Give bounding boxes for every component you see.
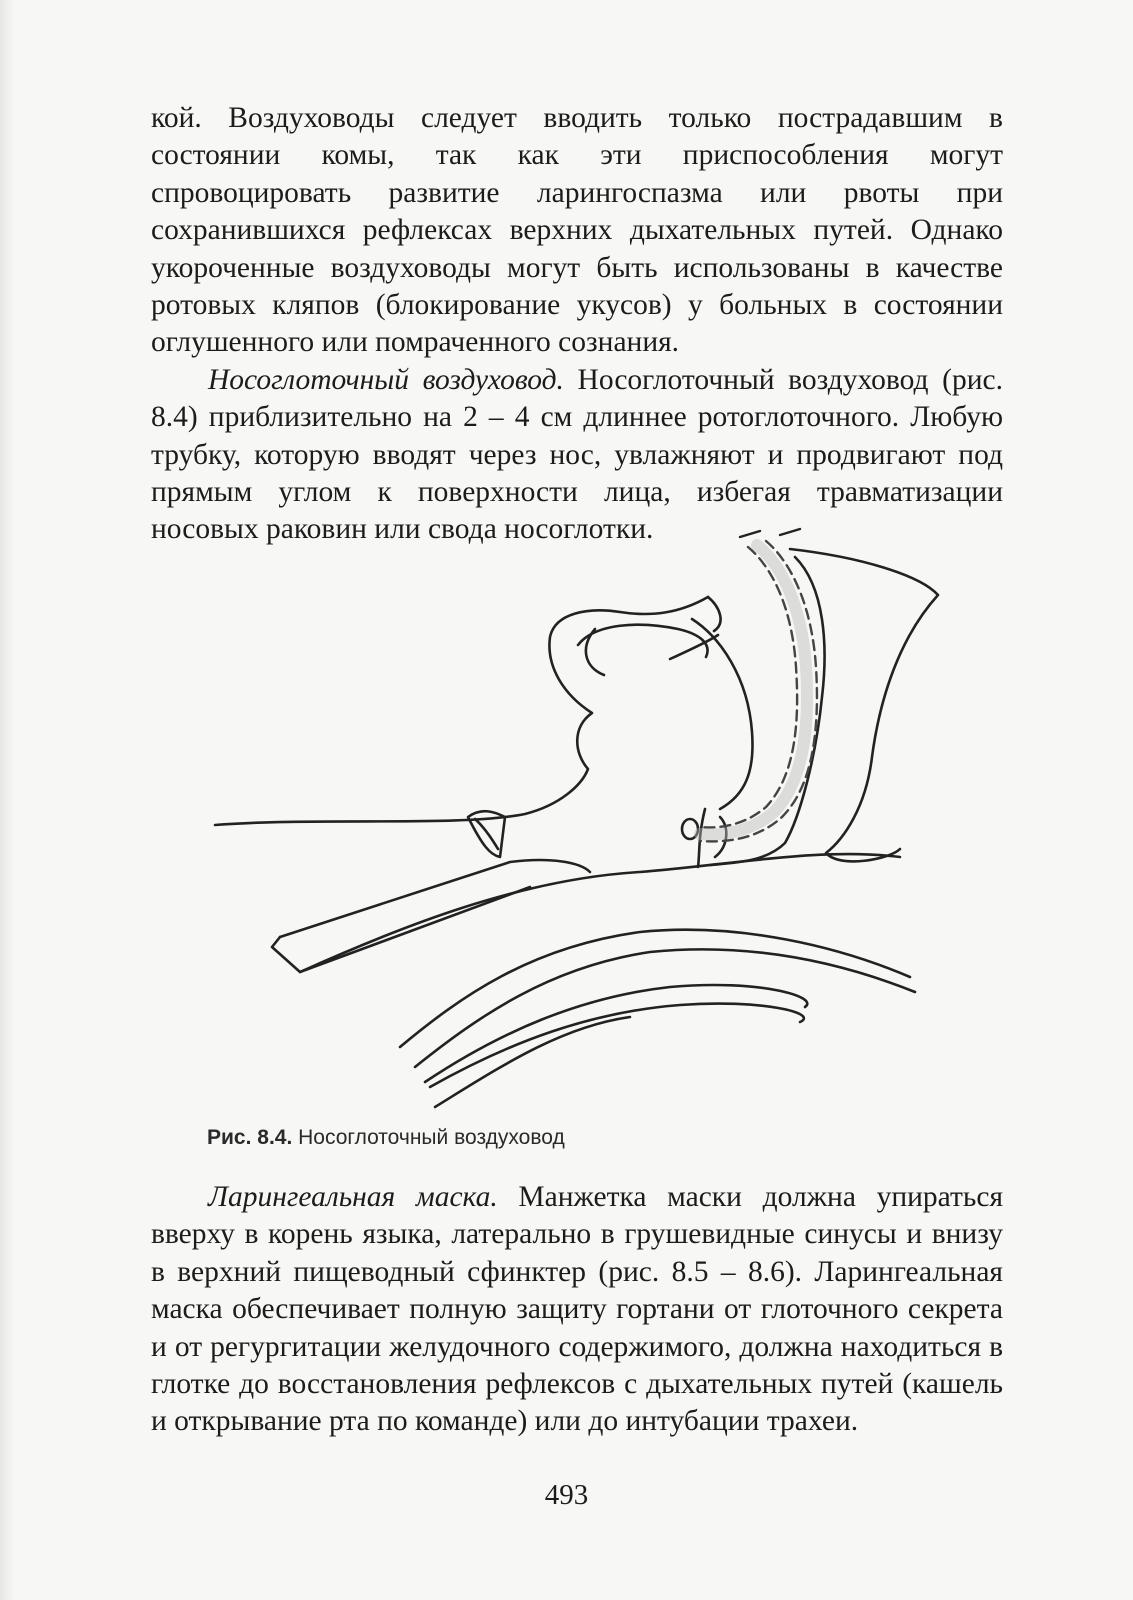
text-block-bottom [151, 1179, 1003, 1441]
paragraph-nasopharyngeal [151, 362, 1003, 549]
paragraph-lead-italic: Ларингеальная маска. [208, 1181, 498, 1213]
airway-tube-fill [700, 545, 807, 834]
figure-title: Носоглоточный воздуховод [292, 1126, 565, 1149]
shoulder-line-1 [300, 854, 900, 972]
soft-palate-line [670, 635, 718, 659]
paragraph-body: Носоглоточный воздуховод (рис. 8.4) приблизительно на 2 – 4 см длиннее ротоглоточного. Любую трубку, которую вводят через нос, увлажняют и продвигают под прямым углом к поверхности лица, избегая травматизации носовых раковин или свода носоглотки. [151, 363, 1003, 546]
nostril-line [708, 597, 721, 631]
text-block-top [151, 100, 1003, 549]
body-contour-3 [425, 985, 807, 1082]
palate-line [578, 625, 708, 657]
nasopharyngeal-airway-tube [700, 541, 817, 841]
page-number: 493 [544, 1479, 589, 1511]
page-edge [0, 0, 14, 1600]
pillow-top-line [280, 860, 590, 937]
nasopharyngeal-airway-illustration [200, 527, 960, 1112]
paragraph-laryngeal-mask [151, 1179, 1003, 1441]
body-contour-2 [415, 949, 915, 1067]
nasal-passage-line [692, 619, 753, 809]
figure-caption [207, 1126, 565, 1150]
paragraph-lead-italic: Носоглоточный воздуховод. [208, 363, 564, 396]
face-profile-line [215, 597, 708, 825]
paragraph-body: Манжетка маски должна упираться вверху в корень языка, латерально в грушевидные синусы и внизу в верхний пищеводный сфинктер (рис. 8.5 – 8.6). Ларингеальная маска обеспечивает полную защиту гортани от глоточного секрета и от регургитации желудочного содержимого, должна находиться в глотке до восстановления рефлексов с дыхательных путей (кашель и открывание рта по команде) или до интубации трахеи. [151, 1181, 1004, 1438]
figure-nasopharyngeal-airway [200, 527, 960, 1112]
paragraph-continuation: кой. Воздуховоды следует вводить только пострадавшим в состоянии комы, так как эти приспособления могут спровоцировать развитие ларингоспазма или рвоты при сохранившихся рефлексах верхних дыхательных путей. Однако укороченные воздуховоды могут быть использованы в качестве ротовых кляпов (блокирование укусов) у больных в состоянии оглушенного или помраченного сознания. [151, 102, 1003, 359]
airway-flange [740, 529, 800, 537]
figure-label: Рис. 8.4. [207, 1126, 293, 1149]
